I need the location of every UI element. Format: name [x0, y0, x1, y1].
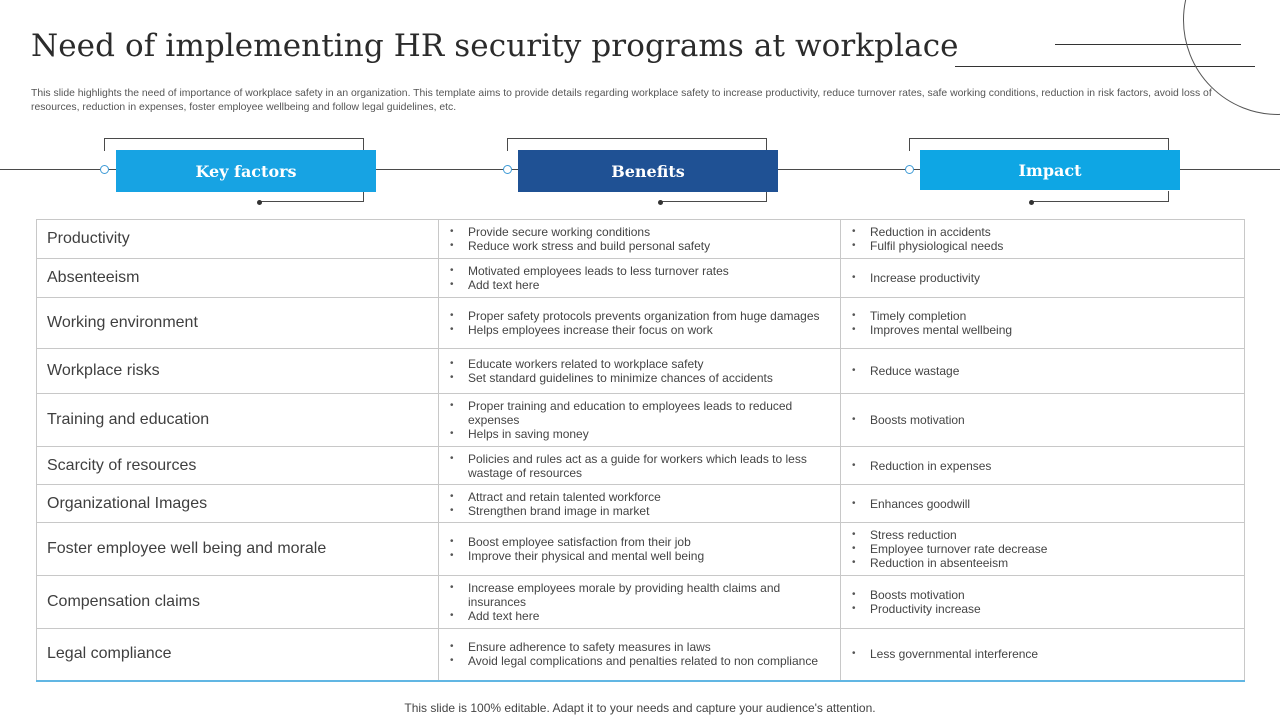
- impact-item: • Boosts motivation: [849, 588, 1234, 602]
- factor-cell: Compensation claims: [37, 576, 439, 629]
- factors-table: [36, 219, 1245, 682]
- impact-item: • Stress reduction: [849, 528, 1234, 542]
- table-row: [37, 298, 1245, 349]
- benefit-item: • Helps in saving money: [447, 427, 830, 441]
- benefits-cell: [439, 220, 841, 259]
- benefit-item: • Improve their physical and mental well being: [447, 549, 830, 563]
- header-bracket-bottom: [1031, 191, 1169, 202]
- impact-item: • Reduce wastage: [849, 364, 1234, 378]
- table-row: [37, 523, 1245, 576]
- impact-cell: [841, 349, 1245, 394]
- factor-cell: Productivity: [37, 220, 439, 259]
- header-bracket-bottom: [259, 191, 364, 202]
- benefits-cell: [439, 259, 841, 298]
- impact-cell: [841, 485, 1245, 523]
- header-benefits: Benefits: [518, 150, 778, 192]
- impact-cell: [841, 298, 1245, 349]
- connector-line: [778, 169, 920, 170]
- table-row: [37, 629, 1245, 681]
- connector-node: [905, 165, 914, 174]
- connector-node: [503, 165, 512, 174]
- impact-item: • Reduction in accidents: [849, 225, 1234, 239]
- impact-item: • Reduction in expenses: [849, 459, 1234, 473]
- benefit-item: • Policies and rules act as a guide for workers which leads to less wastage of resources: [447, 452, 830, 480]
- benefit-item: • Educate workers related to workplace safety: [447, 357, 830, 371]
- benefit-item: • Boost employee satisfaction from their job: [447, 535, 830, 549]
- benefit-item: • Proper training and education to employees leads to reduced expenses: [447, 399, 830, 427]
- table-row: [37, 447, 1245, 485]
- benefits-cell: [439, 629, 841, 681]
- table-row: [37, 220, 1245, 259]
- benefit-item: • Motivated employees leads to less turnover rates: [447, 264, 830, 278]
- benefits-cell: [439, 576, 841, 629]
- table-row: [37, 485, 1245, 523]
- slide-description: This slide highlights the need of importance of workplace safety in an organization. This template aims to provide details regarding workplace safety to increase productivity, reduce turnover rates, safe working conditions, reduction in risk factors, avoid loss of resources, reduction in expenses, foster employee wellbeing and follow legal guidelines, etc.: [31, 88, 1212, 113]
- benefit-item: • Proper safety protocols prevents organization from huge damages: [447, 309, 830, 323]
- benefit-item: • Reduce work stress and build personal safety: [447, 239, 830, 253]
- header-key-factors: Key factors: [116, 150, 376, 192]
- impact-item: • Improves mental wellbeing: [849, 323, 1234, 337]
- factor-cell: Organizational Images: [37, 485, 439, 523]
- benefit-item: • Helps employees increase their focus on work: [447, 323, 830, 337]
- factor-cell: Scarcity of resources: [37, 447, 439, 485]
- benefit-item: • Strengthen brand image in market: [447, 504, 830, 518]
- impact-cell: [841, 523, 1245, 576]
- page-title: Need of implementing HR security programs at workplace: [31, 28, 959, 64]
- impact-cell: [841, 259, 1245, 298]
- factor-cell: Foster employee well being and morale: [37, 523, 439, 576]
- benefits-cell: [439, 447, 841, 485]
- impact-item: • Increase productivity: [849, 271, 1234, 285]
- connector-line: [376, 169, 518, 170]
- impact-item: • Productivity increase: [849, 602, 1234, 616]
- benefit-item: • Add text here: [447, 609, 830, 623]
- benefit-item: • Ensure adherence to safety measures in laws: [447, 640, 830, 654]
- benefits-cell: [439, 523, 841, 576]
- impact-item: • Boosts motivation: [849, 413, 1234, 427]
- benefit-item: • Attract and retain talented workforce: [447, 490, 830, 504]
- header-impact: Impact: [920, 150, 1180, 190]
- factor-cell: Absenteeism: [37, 259, 439, 298]
- benefits-cell: [439, 485, 841, 523]
- connector-node: [100, 165, 109, 174]
- benefits-cell: [439, 298, 841, 349]
- benefits-cell: [439, 394, 841, 447]
- benefit-item: • Add text here: [447, 278, 830, 292]
- impact-cell: [841, 220, 1245, 259]
- impact-item: • Less governmental interference: [849, 647, 1234, 661]
- table-row: [37, 576, 1245, 629]
- impact-cell: [841, 447, 1245, 485]
- factor-cell: Legal compliance: [37, 629, 439, 681]
- benefits-cell: [439, 349, 841, 394]
- factor-cell: Training and education: [37, 394, 439, 447]
- impact-item: • Fulfil physiological needs: [849, 239, 1234, 253]
- connector-dot: [257, 200, 262, 205]
- footer-note: This slide is 100% editable. Adapt it to your needs and capture your audience's attention.: [404, 701, 876, 715]
- benefit-item: • Avoid legal complications and penalties related to non compliance: [447, 654, 830, 668]
- table-row: [37, 394, 1245, 447]
- impact-cell: [841, 576, 1245, 629]
- benefit-item: • Increase employees morale by providing health claims and insurances: [447, 581, 830, 609]
- impact-cell: [841, 394, 1245, 447]
- benefit-item: • Set standard guidelines to minimize chances of accidents: [447, 371, 830, 385]
- table-row: [37, 259, 1245, 298]
- impact-item: • Enhances goodwill: [849, 497, 1234, 511]
- impact-cell: [841, 629, 1245, 681]
- benefit-item: • Provide secure working conditions: [447, 225, 830, 239]
- factor-cell: Workplace risks: [37, 349, 439, 394]
- connector-dot: [1029, 200, 1034, 205]
- header-bracket-bottom: [660, 191, 767, 202]
- connector-line: [1180, 169, 1280, 170]
- connector-line: [0, 169, 116, 170]
- impact-item: • Reduction in absenteeism: [849, 556, 1234, 570]
- impact-item: • Timely completion: [849, 309, 1234, 323]
- connector-dot: [658, 200, 663, 205]
- factor-cell: Working environment: [37, 298, 439, 349]
- table-row: [37, 349, 1245, 394]
- impact-item: • Employee turnover rate decrease: [849, 542, 1234, 556]
